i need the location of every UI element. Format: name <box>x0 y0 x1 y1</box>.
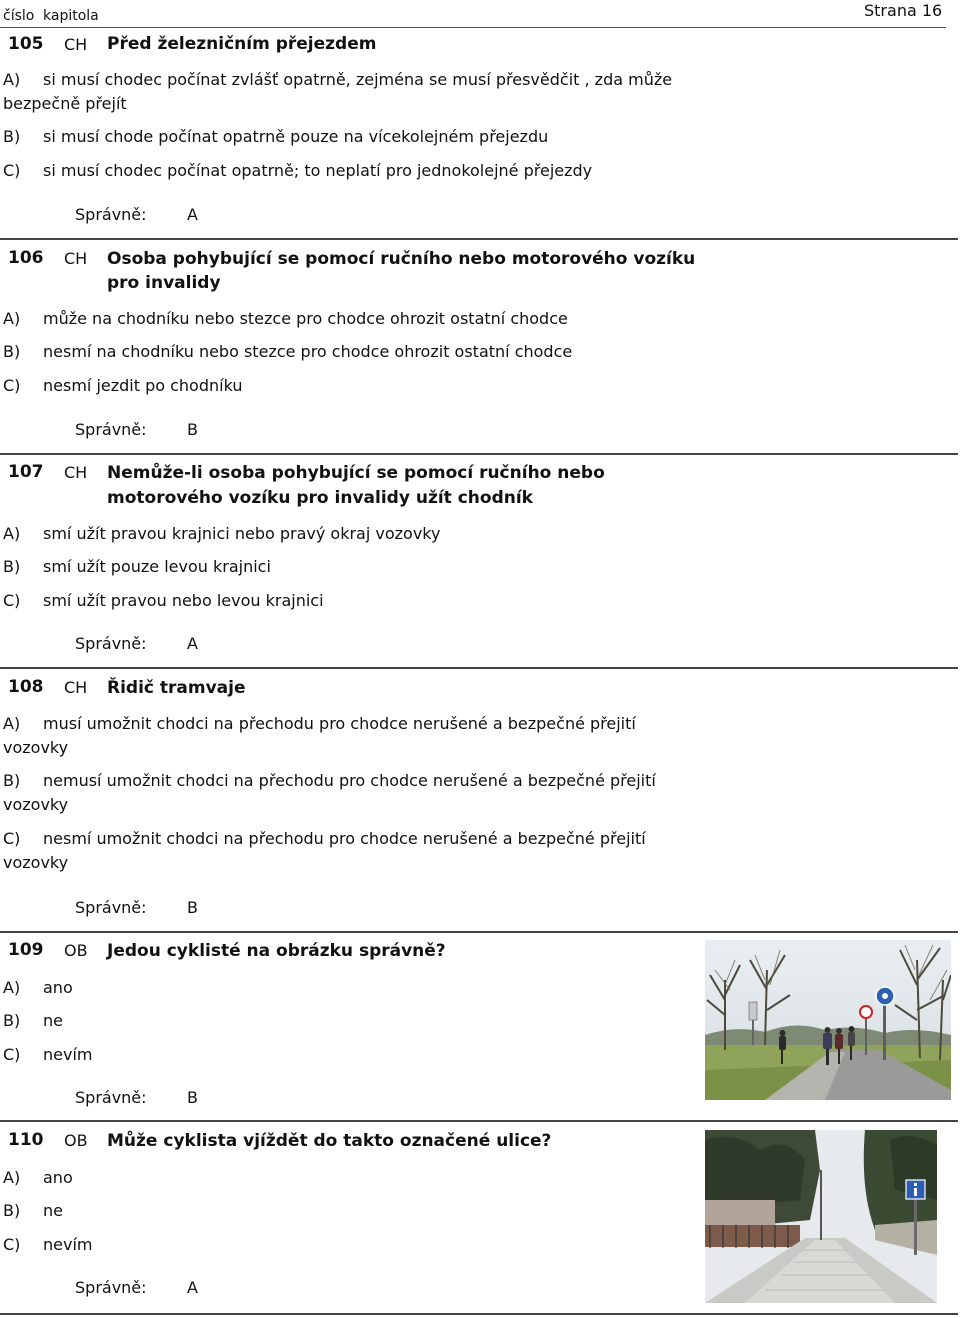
option-text: nevím <box>43 1235 93 1254</box>
option-text-cont: bezpečně přejít <box>3 94 127 113</box>
page-number: Strana 16 <box>864 1 943 20</box>
option-letter: A) <box>3 524 21 543</box>
answer-label: Správně: <box>75 898 147 917</box>
question-number: 110 <box>8 1130 44 1150</box>
question-text: Nemůže-li osoba pohybující se pomocí ručního nebo <box>107 463 605 483</box>
option-text: si musí chodec počínat opatrně; to neplatí pro jednokolejné přejezdy <box>43 161 593 180</box>
option-text: ne <box>43 1201 63 1220</box>
question-category: CH <box>64 35 88 54</box>
option-letter: A) <box>3 978 21 997</box>
option-text: nevím <box>43 1045 93 1064</box>
option-text: smí užít pravou krajnici nebo pravý okraj vozovky <box>43 524 441 543</box>
option-text: smí užít pouze levou krajnici <box>43 557 271 576</box>
option-letter: A) <box>3 714 21 733</box>
question-text-cont: pro invalidy <box>107 273 221 293</box>
question-number: 108 <box>8 677 44 697</box>
question-text: Řidič tramvaje <box>107 678 246 698</box>
option-letter: B) <box>3 1011 21 1030</box>
cyclists-road-photo <box>705 940 951 1100</box>
option-letter: A) <box>3 1168 21 1187</box>
option-letter: A) <box>3 70 21 89</box>
option-letter: C) <box>3 1045 21 1064</box>
question-number: 109 <box>8 940 44 960</box>
option-text-cont: vozovky <box>3 853 69 872</box>
answer-label: Správně: <box>75 420 147 439</box>
answer-label: Správně: <box>75 634 147 653</box>
header-col-number: číslo <box>3 8 35 24</box>
option-letter: C) <box>3 591 21 610</box>
page-bottom-divider <box>0 1313 958 1315</box>
option-text: ne <box>43 1011 63 1030</box>
question-divider <box>0 667 958 669</box>
question-category: CH <box>64 678 88 697</box>
option-letter: B) <box>3 1201 21 1220</box>
question-number: 106 <box>8 248 44 268</box>
option-text: smí užít pravou nebo levou krajnici <box>43 591 324 610</box>
option-text: si musí chodec počínat zvlášť opatrně, zejména se musí přesvědčit , zda může <box>43 70 673 89</box>
header-divider <box>0 27 946 28</box>
option-text: nesmí na chodníku nebo stezce pro chodce ohrozit ostatní chodce <box>43 342 573 361</box>
option-text: ano <box>43 978 73 997</box>
option-text-cont: vozovky <box>3 795 69 814</box>
option-text: může na chodníku nebo stezce pro chodce ohrozit ostatní chodce <box>43 309 568 328</box>
question-category: OB <box>64 1131 88 1150</box>
question-divider <box>0 238 958 240</box>
question-number: 107 <box>8 462 44 482</box>
question-divider <box>0 1120 958 1122</box>
question-category: CH <box>64 249 88 268</box>
question-category: CH <box>64 463 88 482</box>
option-text: nemusí umožnit chodci na přechodu pro chodce nerušené a bezpečné přejití <box>43 771 656 790</box>
answer-label: Správně: <box>75 1278 147 1297</box>
option-text: ano <box>43 1168 73 1187</box>
answer-label: Správně: <box>75 205 147 224</box>
question-text: Jedou cyklisté na obrázku správně? <box>107 941 446 961</box>
option-letter: C) <box>3 829 21 848</box>
option-letter: A) <box>3 309 21 328</box>
option-letter: C) <box>3 376 21 395</box>
answer-value: B <box>187 1088 198 1107</box>
answer-value: B <box>187 898 198 917</box>
header-col-chapter: kapitola <box>43 8 99 24</box>
question-text: Osoba pohybující se pomocí ručního nebo motorového vozíku <box>107 249 696 269</box>
street-sign-photo <box>705 1130 937 1303</box>
answer-label: Správně: <box>75 1088 147 1107</box>
option-text: si musí chode počínat opatrně pouze na vícekolejném přejezdu <box>43 127 549 146</box>
answer-value: A <box>187 205 198 224</box>
question-text: Před železničním přejezdem <box>107 34 377 54</box>
option-text: nesmí jezdit po chodníku <box>43 376 243 395</box>
option-letter: C) <box>3 161 21 180</box>
question-text: Může cyklista vjíždět do takto označené ulice? <box>107 1131 552 1151</box>
question-category: OB <box>64 941 88 960</box>
option-letter: C) <box>3 1235 21 1254</box>
option-letter: B) <box>3 557 21 576</box>
question-text-cont: motorového vozíku pro invalidy užít chodník <box>107 488 533 508</box>
question-divider <box>0 453 958 455</box>
answer-value: A <box>187 634 198 653</box>
option-letter: B) <box>3 342 21 361</box>
option-letter: B) <box>3 127 21 146</box>
option-letter: B) <box>3 771 21 790</box>
answer-value: B <box>187 420 198 439</box>
question-divider <box>0 931 958 933</box>
option-text: nesmí umožnit chodci na přechodu pro chodce nerušené a bezpečné přejití <box>43 829 646 848</box>
option-text: musí umožnit chodci na přechodu pro chodce nerušené a bezpečné přejití <box>43 714 636 733</box>
option-text-cont: vozovky <box>3 738 69 757</box>
answer-value: A <box>187 1278 198 1297</box>
question-number: 105 <box>8 34 44 54</box>
